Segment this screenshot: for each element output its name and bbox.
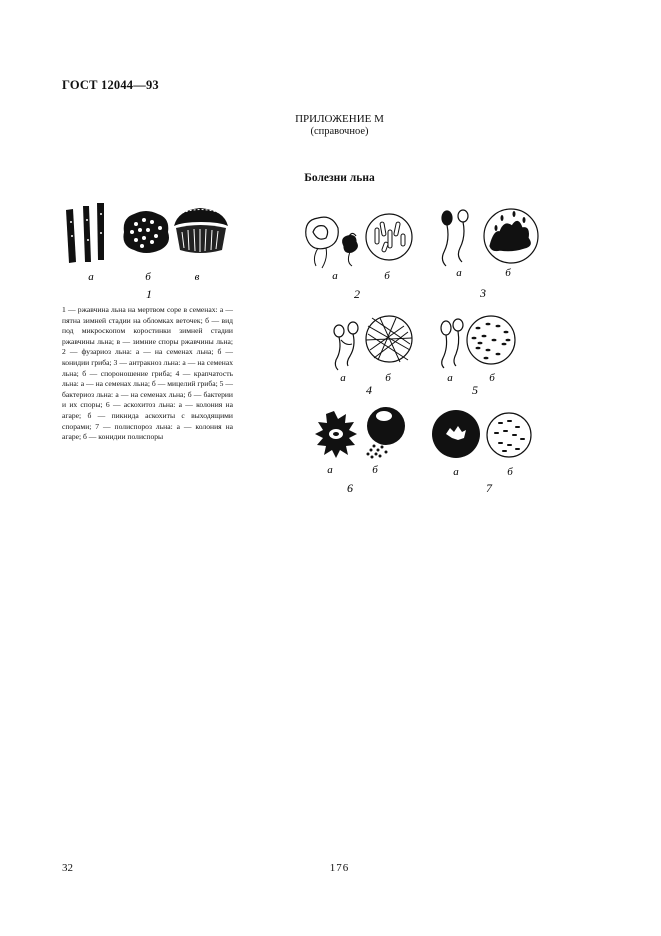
- figure-3-illustration: [442, 209, 538, 266]
- figure-2-label-a: а: [332, 270, 338, 282]
- appendix-subtitle: (справочное): [310, 126, 369, 137]
- figure-1b-sorus: [123, 211, 169, 253]
- figure-7-illustration: [432, 410, 531, 458]
- figure-1-number: 1: [146, 287, 152, 301]
- figure-6-illustration: [315, 407, 405, 459]
- figure-4-label-b: б: [385, 372, 391, 384]
- figure-5-label-b: б: [489, 372, 495, 384]
- figure-4-number: 4: [366, 383, 372, 397]
- figure-5-illustration: [441, 316, 515, 368]
- figure-1a-twigs: [66, 203, 104, 263]
- figure-6-label-a: а: [327, 464, 333, 476]
- figure-7-number: 7: [486, 481, 492, 495]
- figure-2-illustration: [306, 214, 412, 268]
- figure-7-label-a: а: [453, 466, 459, 478]
- figure-3-label-b: б: [505, 267, 511, 279]
- section-title: Болезни льна: [304, 172, 375, 184]
- figure-4-illustration: [334, 316, 412, 370]
- figure-3-number: 3: [480, 286, 486, 300]
- figure-1c-spores: [174, 208, 228, 253]
- figure-1-label-b: б: [145, 271, 151, 283]
- document-header: ГОСТ 12044—93: [62, 78, 159, 92]
- figure-3-label-a: а: [456, 267, 462, 279]
- figure-4-label-a: а: [340, 372, 346, 384]
- figure-7-label-b: б: [507, 466, 513, 478]
- figure-1-label-a: а: [88, 271, 94, 283]
- figure-6b-pycnidium: [367, 407, 406, 459]
- figure-1-illustration: [66, 203, 228, 263]
- page-number-left: 32: [62, 862, 73, 874]
- figure-6-number: 6: [347, 481, 353, 495]
- figure-5-number: 5: [472, 383, 478, 397]
- figure-2-label-b: б: [384, 270, 390, 282]
- figure-6-label-b: б: [372, 464, 378, 476]
- appendix-title: ПРИЛОЖЕНИЕ М: [295, 113, 384, 125]
- figure-2-number: 2: [354, 287, 360, 301]
- figure-caption: 1 — ржавчина льна на мертвом соре в семенах: а — пятна зимней стадии на обломках веточек; б — вид под микроскопом коростинки зимней стадии ржавчины льна; в — зимние споры ржавчины льна; 2 — фузариоз льна: а — на семенах льна; б — конидии гриба; 3 — антракноз льна: а — на семенах льна; б — спороношение гриба; 4 — крапчатость льна: а — на семенах льна; б — мицелий гриба; 5 — бактериоз льна: а — на семенах льна; б — бактерии и их споры; 6 — аскохитоз льна: а — колония на агаре; б — пикнида аскохиты с выходящими спорами; 7 — полиспороз льна: а — колония на агаре; б — конидии полиспоры: [62, 305, 233, 442]
- figure-5-label-a: а: [447, 372, 453, 384]
- page-number-center: 176: [329, 862, 350, 874]
- figure-6a-colony: [315, 411, 357, 458]
- figure-1-label-c: в: [194, 271, 200, 283]
